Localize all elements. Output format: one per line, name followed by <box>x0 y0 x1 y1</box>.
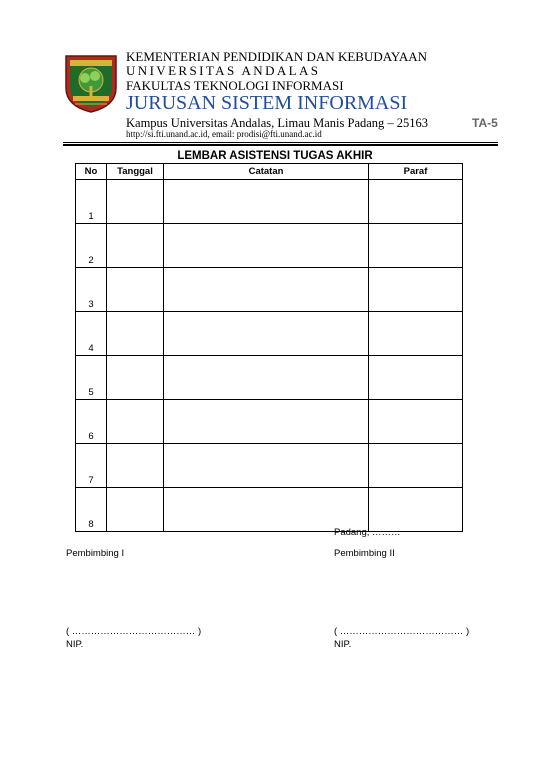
column-header-no: No <box>76 164 107 180</box>
place-date: Padang, ……… <box>334 527 401 538</box>
notes-cell <box>164 488 369 532</box>
supervisor-1-nip: NIP. <box>66 639 84 650</box>
date-cell <box>107 356 164 400</box>
table-row <box>76 488 463 532</box>
row-number: 7 <box>76 444 107 488</box>
university-logo <box>63 52 119 114</box>
column-header-paraf: Paraf <box>369 164 463 180</box>
date-cell <box>107 312 164 356</box>
logo-bottom-ribbon <box>73 96 109 101</box>
table-row <box>76 356 463 400</box>
notes-cell <box>164 444 369 488</box>
supervisor-2-nip: NIP. <box>334 639 352 650</box>
row-number: 8 <box>76 488 107 532</box>
row-number: 6 <box>76 400 107 444</box>
form-code: TA-5 <box>472 116 498 130</box>
notes-cell <box>164 312 369 356</box>
table-row <box>76 400 463 444</box>
date-cell <box>107 268 164 312</box>
date-cell <box>107 444 164 488</box>
supervisor-2-name-line: ( ………………………………… ) <box>334 626 470 637</box>
university-name: UNIVERSITAS ANDALAS <box>126 63 321 78</box>
signature-cell <box>369 400 463 444</box>
form-title: LEMBAR ASISTENSI TUGAS AKHIR <box>177 150 373 162</box>
signature-cell <box>369 488 463 532</box>
row-number: 4 <box>76 312 107 356</box>
ministry-name: KEMENTERIAN PENDIDIKAN DAN KEBUDAYAAN <box>126 49 428 64</box>
faculty-name: FAKULTAS TEKNOLOGI INFORMASI <box>126 78 344 93</box>
header-divider-thin <box>63 142 498 143</box>
table-row <box>76 312 463 356</box>
row-number: 3 <box>76 268 107 312</box>
notes-cell <box>164 268 369 312</box>
date-cell <box>107 180 164 224</box>
table-header-row <box>76 164 463 180</box>
row-number: 1 <box>76 180 107 224</box>
logo-top-band <box>70 60 112 66</box>
notes-cell <box>164 400 369 444</box>
column-header-catatan: Catatan <box>164 164 369 180</box>
date-cell <box>107 400 164 444</box>
notes-cell <box>164 224 369 268</box>
campus-address: Kampus Universitas Andalas, Limau Manis Padang – 25163 <box>126 116 429 130</box>
contact-web-email: http://si.fti.unand.ac.id, email: prodisi@fti.unand.ac.id <box>126 129 322 139</box>
table-row <box>76 444 463 488</box>
table-row <box>76 224 463 268</box>
supervisor-2-label: Pembimbing II <box>334 548 395 559</box>
date-cell <box>107 224 164 268</box>
signature-cell <box>369 268 463 312</box>
signature-cell <box>369 356 463 400</box>
supervisor-1-label: Pembimbing I <box>66 548 125 559</box>
header-divider-thick <box>63 144 498 146</box>
row-number: 5 <box>76 356 107 400</box>
signature-cell <box>369 180 463 224</box>
date-cell <box>107 488 164 532</box>
notes-cell <box>164 180 369 224</box>
department-name: JURUSAN SISTEM INFORMASI <box>126 92 408 114</box>
signature-cell <box>369 312 463 356</box>
row-number: 2 <box>76 224 107 268</box>
table-row <box>76 180 463 224</box>
column-header-tanggal: Tanggal <box>107 164 164 180</box>
table-row <box>76 268 463 312</box>
assistance-table <box>75 163 463 532</box>
supervisor-1-name-line: ( ………………………………… ) <box>66 626 202 637</box>
signature-cell <box>369 224 463 268</box>
signature-cell <box>369 444 463 488</box>
notes-cell <box>164 356 369 400</box>
